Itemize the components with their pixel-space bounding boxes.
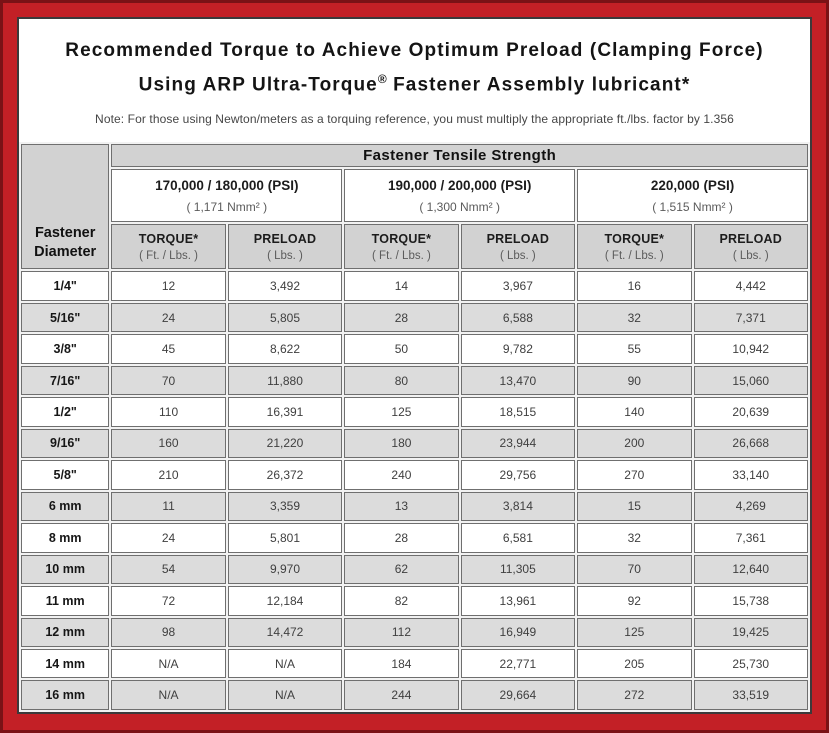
torque-spec-table: [19, 142, 810, 712]
preload-value-cell: 5,801: [228, 523, 342, 552]
table-row: [21, 492, 808, 521]
torque-value-cell: 270: [577, 460, 691, 489]
fastener-diameter-cell: 9/16": [21, 429, 109, 458]
nmm-rating-label: ( 1,300 Nmm² ): [419, 199, 500, 214]
fastener-diameter-cell: 7/16": [21, 366, 109, 395]
fastener-diameter-cell: 1/4": [21, 271, 109, 300]
preload-value-cell: 13,961: [461, 586, 575, 615]
document-content: [17, 17, 812, 714]
torque-value-cell: N/A: [111, 649, 225, 678]
torque-value-cell: 11: [111, 492, 225, 521]
preload-value-cell: 29,756: [461, 460, 575, 489]
table-row: [21, 271, 808, 300]
preload-value-cell: 26,372: [228, 460, 342, 489]
preload-units-label: ( Lbs. ): [499, 249, 536, 262]
torque-label: TORQUE*: [371, 231, 432, 246]
title-line2-suffix: Fastener Assembly lubricant*: [386, 74, 691, 96]
fastener-diameter-cell: 10 mm: [21, 555, 109, 584]
registered-trademark-symbol: ®: [377, 72, 387, 86]
preload-value-cell: 20,639: [694, 397, 808, 426]
fastener-diameter-header: [21, 144, 109, 269]
torque-value-cell: 90: [577, 366, 691, 395]
fastener-diameter-cell: 8 mm: [21, 523, 109, 552]
torque-value-cell: 240: [344, 460, 458, 489]
preload-value-cell: 22,771: [461, 649, 575, 678]
torque-value-cell: 160: [111, 429, 225, 458]
psi-rating-label: 190,000 / 200,000 (PSI): [387, 177, 532, 193]
torque-value-cell: 14: [344, 271, 458, 300]
preload-value-cell: 4,269: [694, 492, 808, 521]
preload-value-cell: 7,361: [694, 523, 808, 552]
preload-value-cell: N/A: [228, 680, 342, 710]
torque-label: TORQUE*: [604, 231, 665, 246]
torque-value-cell: 70: [111, 366, 225, 395]
torque-value-cell: 205: [577, 649, 691, 678]
table-row: [21, 618, 808, 647]
preload-value-cell: 9,970: [228, 555, 342, 584]
torque-value-cell: 140: [577, 397, 691, 426]
torque-value-cell: 15: [577, 492, 691, 521]
preload-value-cell: 25,730: [694, 649, 808, 678]
torque-units-label: ( Ft. / Lbs. ): [604, 249, 664, 262]
preload-units-label: ( Lbs. ): [267, 249, 303, 262]
fastener-diameter-cell: 1/2": [21, 397, 109, 426]
preload-value-cell: 16,391: [228, 397, 342, 426]
tensile-strength-header: Fastener Tensile Strength: [111, 144, 808, 167]
document-title-line1: Recommended Torque to Achieve Optimum Preload (Clamping Force): [65, 40, 764, 61]
fastener-diameter-cell: 16 mm: [21, 680, 109, 710]
preload-value-cell: 10,942: [694, 334, 808, 363]
torque-value-cell: 28: [344, 523, 458, 552]
preload-value-cell: 11,305: [461, 555, 575, 584]
preload-value-cell: 14,472: [228, 618, 342, 647]
table-row: [21, 366, 808, 395]
document-title-line2: [19, 65, 810, 99]
preload-label: PRELOAD: [719, 231, 783, 246]
torque-value-cell: 62: [344, 555, 458, 584]
torque-value-cell: 24: [111, 523, 225, 552]
fastener-diameter-cell: 3/8": [21, 334, 109, 363]
table-row: [21, 460, 808, 489]
conversion-note: Note: For those using Newton/meters as a torquing reference, you must multiply the appropriate ft./lbs. factor by 1.356: [95, 112, 734, 127]
nmm-rating-label: ( 1,171 Nmm² ): [186, 199, 268, 214]
title-line2-text: Using ARP Ultra-Torque: [138, 74, 378, 96]
preload-value-cell: 12,640: [694, 555, 808, 584]
title-block: [19, 19, 810, 142]
psi-group-220: [577, 169, 808, 222]
table-row: [21, 649, 808, 678]
preload-column-header: [461, 224, 575, 269]
torque-value-cell: 180: [344, 429, 458, 458]
torque-units-label: ( Ft. / Lbs. ): [372, 249, 431, 262]
preload-value-cell: 21,220: [228, 429, 342, 458]
torque-value-cell: 70: [577, 555, 691, 584]
psi-rating-label: 170,000 / 180,000 (PSI): [155, 177, 299, 193]
torque-value-cell: 45: [111, 334, 225, 363]
preload-value-cell: 15,738: [694, 586, 808, 615]
torque-value-cell: 82: [344, 586, 458, 615]
psi-group-170-180: [111, 169, 342, 222]
table-row: [21, 303, 808, 332]
torque-value-cell: 32: [577, 523, 691, 552]
torque-value-cell: 32: [577, 303, 691, 332]
preload-units-label: ( Lbs. ): [732, 249, 769, 262]
preload-value-cell: 12,184: [228, 586, 342, 615]
torque-value-cell: 92: [577, 586, 691, 615]
preload-column-header: [228, 224, 342, 269]
table-row: [21, 397, 808, 426]
torque-value-cell: 72: [111, 586, 225, 615]
preload-value-cell: 6,581: [461, 523, 575, 552]
torque-column-header: [111, 224, 225, 269]
table-row: [21, 523, 808, 552]
preload-value-cell: 26,668: [694, 429, 808, 458]
torque-value-cell: 50: [344, 334, 458, 363]
torque-value-cell: 110: [111, 397, 225, 426]
psi-group-190-200: [344, 169, 575, 222]
fastener-diameter-header-line1: Fastener: [34, 224, 96, 241]
preload-value-cell: 33,519: [694, 680, 808, 710]
fastener-diameter-cell: 11 mm: [21, 586, 109, 615]
torque-value-cell: 210: [111, 460, 225, 489]
torque-value-cell: 80: [344, 366, 458, 395]
preload-value-cell: 7,371: [694, 303, 808, 332]
preload-value-cell: 3,814: [461, 492, 575, 521]
fastener-diameter-cell: 12 mm: [21, 618, 109, 647]
preload-value-cell: 19,425: [694, 618, 808, 647]
table-body: [21, 271, 808, 710]
torque-value-cell: 16: [577, 271, 691, 300]
preload-value-cell: 29,664: [461, 680, 575, 710]
preload-value-cell: 8,622: [228, 334, 342, 363]
preload-value-cell: 13,470: [461, 366, 575, 395]
torque-value-cell: 28: [344, 303, 458, 332]
torque-units-label: ( Ft. / Lbs. ): [139, 249, 198, 262]
table-row: [21, 429, 808, 458]
preload-value-cell: 3,492: [228, 271, 342, 300]
torque-column-header: [344, 224, 458, 269]
torque-value-cell: 112: [344, 618, 458, 647]
fastener-diameter-cell: 6 mm: [21, 492, 109, 521]
preload-value-cell: N/A: [228, 649, 342, 678]
torque-value-cell: 244: [344, 680, 458, 710]
red-border-frame: [3, 3, 826, 730]
preload-value-cell: 33,140: [694, 460, 808, 489]
preload-label: PRELOAD: [253, 231, 317, 246]
preload-value-cell: 9,782: [461, 334, 575, 363]
preload-value-cell: 23,944: [461, 429, 575, 458]
preload-value-cell: 3,967: [461, 271, 575, 300]
torque-value-cell: 24: [111, 303, 225, 332]
preload-value-cell: 3,359: [228, 492, 342, 521]
preload-label: PRELOAD: [486, 231, 550, 246]
torque-label: TORQUE*: [138, 231, 199, 246]
preload-value-cell: 18,515: [461, 397, 575, 426]
fastener-diameter-header-line2: Diameter: [34, 243, 97, 260]
tensile-strength-header-row: [21, 144, 808, 167]
torque-value-cell: 12: [111, 271, 225, 300]
fastener-diameter-cell: 5/16": [21, 303, 109, 332]
torque-value-cell: 13: [344, 492, 458, 521]
preload-value-cell: 16,949: [461, 618, 575, 647]
torque-value-cell: 272: [577, 680, 691, 710]
torque-value-cell: 200: [577, 429, 691, 458]
table-row: [21, 555, 808, 584]
torque-value-cell: N/A: [111, 680, 225, 710]
preload-column-header: [694, 224, 808, 269]
torque-value-cell: 125: [344, 397, 458, 426]
torque-column-header: [577, 224, 691, 269]
torque-preload-header-row: [21, 224, 808, 269]
table-row: [21, 680, 808, 710]
torque-value-cell: 125: [577, 618, 691, 647]
nmm-rating-label: ( 1,515 Nmm² ): [652, 199, 733, 214]
table-row: [21, 334, 808, 363]
preload-value-cell: 4,442: [694, 271, 808, 300]
psi-rating-label: 220,000 (PSI): [650, 177, 735, 193]
torque-value-cell: 98: [111, 618, 225, 647]
psi-rating-header-row: [21, 169, 808, 222]
table-row: [21, 586, 808, 615]
torque-value-cell: 184: [344, 649, 458, 678]
torque-value-cell: 55: [577, 334, 691, 363]
preload-value-cell: 6,588: [461, 303, 575, 332]
fastener-diameter-cell: 5/8": [21, 460, 109, 489]
preload-value-cell: 5,805: [228, 303, 342, 332]
torque-value-cell: 54: [111, 555, 225, 584]
fastener-diameter-cell: 14 mm: [21, 649, 109, 678]
preload-value-cell: 15,060: [694, 366, 808, 395]
preload-value-cell: 11,880: [228, 366, 342, 395]
